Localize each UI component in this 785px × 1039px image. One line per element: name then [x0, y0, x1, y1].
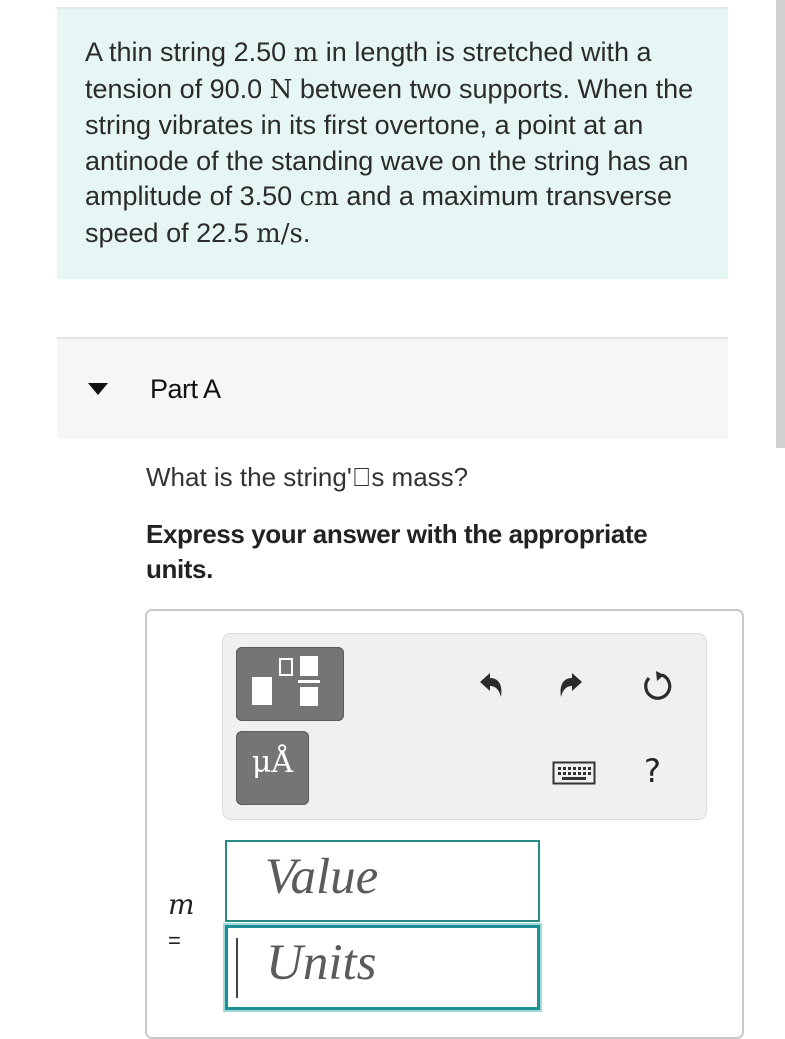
question-text: What is the string' s mass?: [146, 462, 469, 492]
undo-icon: [474, 668, 508, 702]
help-button[interactable]: [644, 752, 670, 792]
problem-text: A thin string 2.50 m in length is stretched with a tension of 90.0 N between two supports. When the string vibrates in its first overtone, a point at an antinode of the standing wave on the string has an amplitude of 3.50 cm and a maximum transverse speed of 22.5 m/s.: [85, 37, 694, 249]
templates-icon: [236, 647, 344, 721]
reset-icon: [640, 668, 674, 702]
undo-button[interactable]: [474, 668, 508, 702]
help-icon: ?: [644, 752, 661, 790]
keyboard-icon: [552, 760, 596, 786]
redo-icon: [554, 668, 588, 702]
instruction-text: Express your answer with the appropriate units.: [146, 519, 648, 584]
units-button[interactable]: [236, 731, 309, 805]
part-title: Part A: [150, 374, 221, 404]
value-placeholder: Value: [265, 849, 379, 905]
value-input[interactable]: [225, 840, 540, 922]
templates-button[interactable]: [236, 647, 344, 721]
units-input[interactable]: [225, 925, 540, 1010]
reset-button[interactable]: [640, 668, 674, 702]
equals-sign: =: [168, 928, 181, 953]
part-a-header[interactable]: [57, 337, 728, 439]
units-placeholder: Units: [266, 935, 377, 991]
keyboard-button[interactable]: [552, 760, 596, 786]
units-button-label: μÅ: [251, 745, 294, 780]
problem-statement: [57, 7, 728, 279]
redo-button[interactable]: [554, 668, 588, 702]
answer-variable: m: [168, 888, 195, 921]
text-cursor: [236, 938, 238, 998]
collapse-caret-icon[interactable]: [88, 383, 108, 395]
scrollbar[interactable]: [776, 0, 785, 448]
